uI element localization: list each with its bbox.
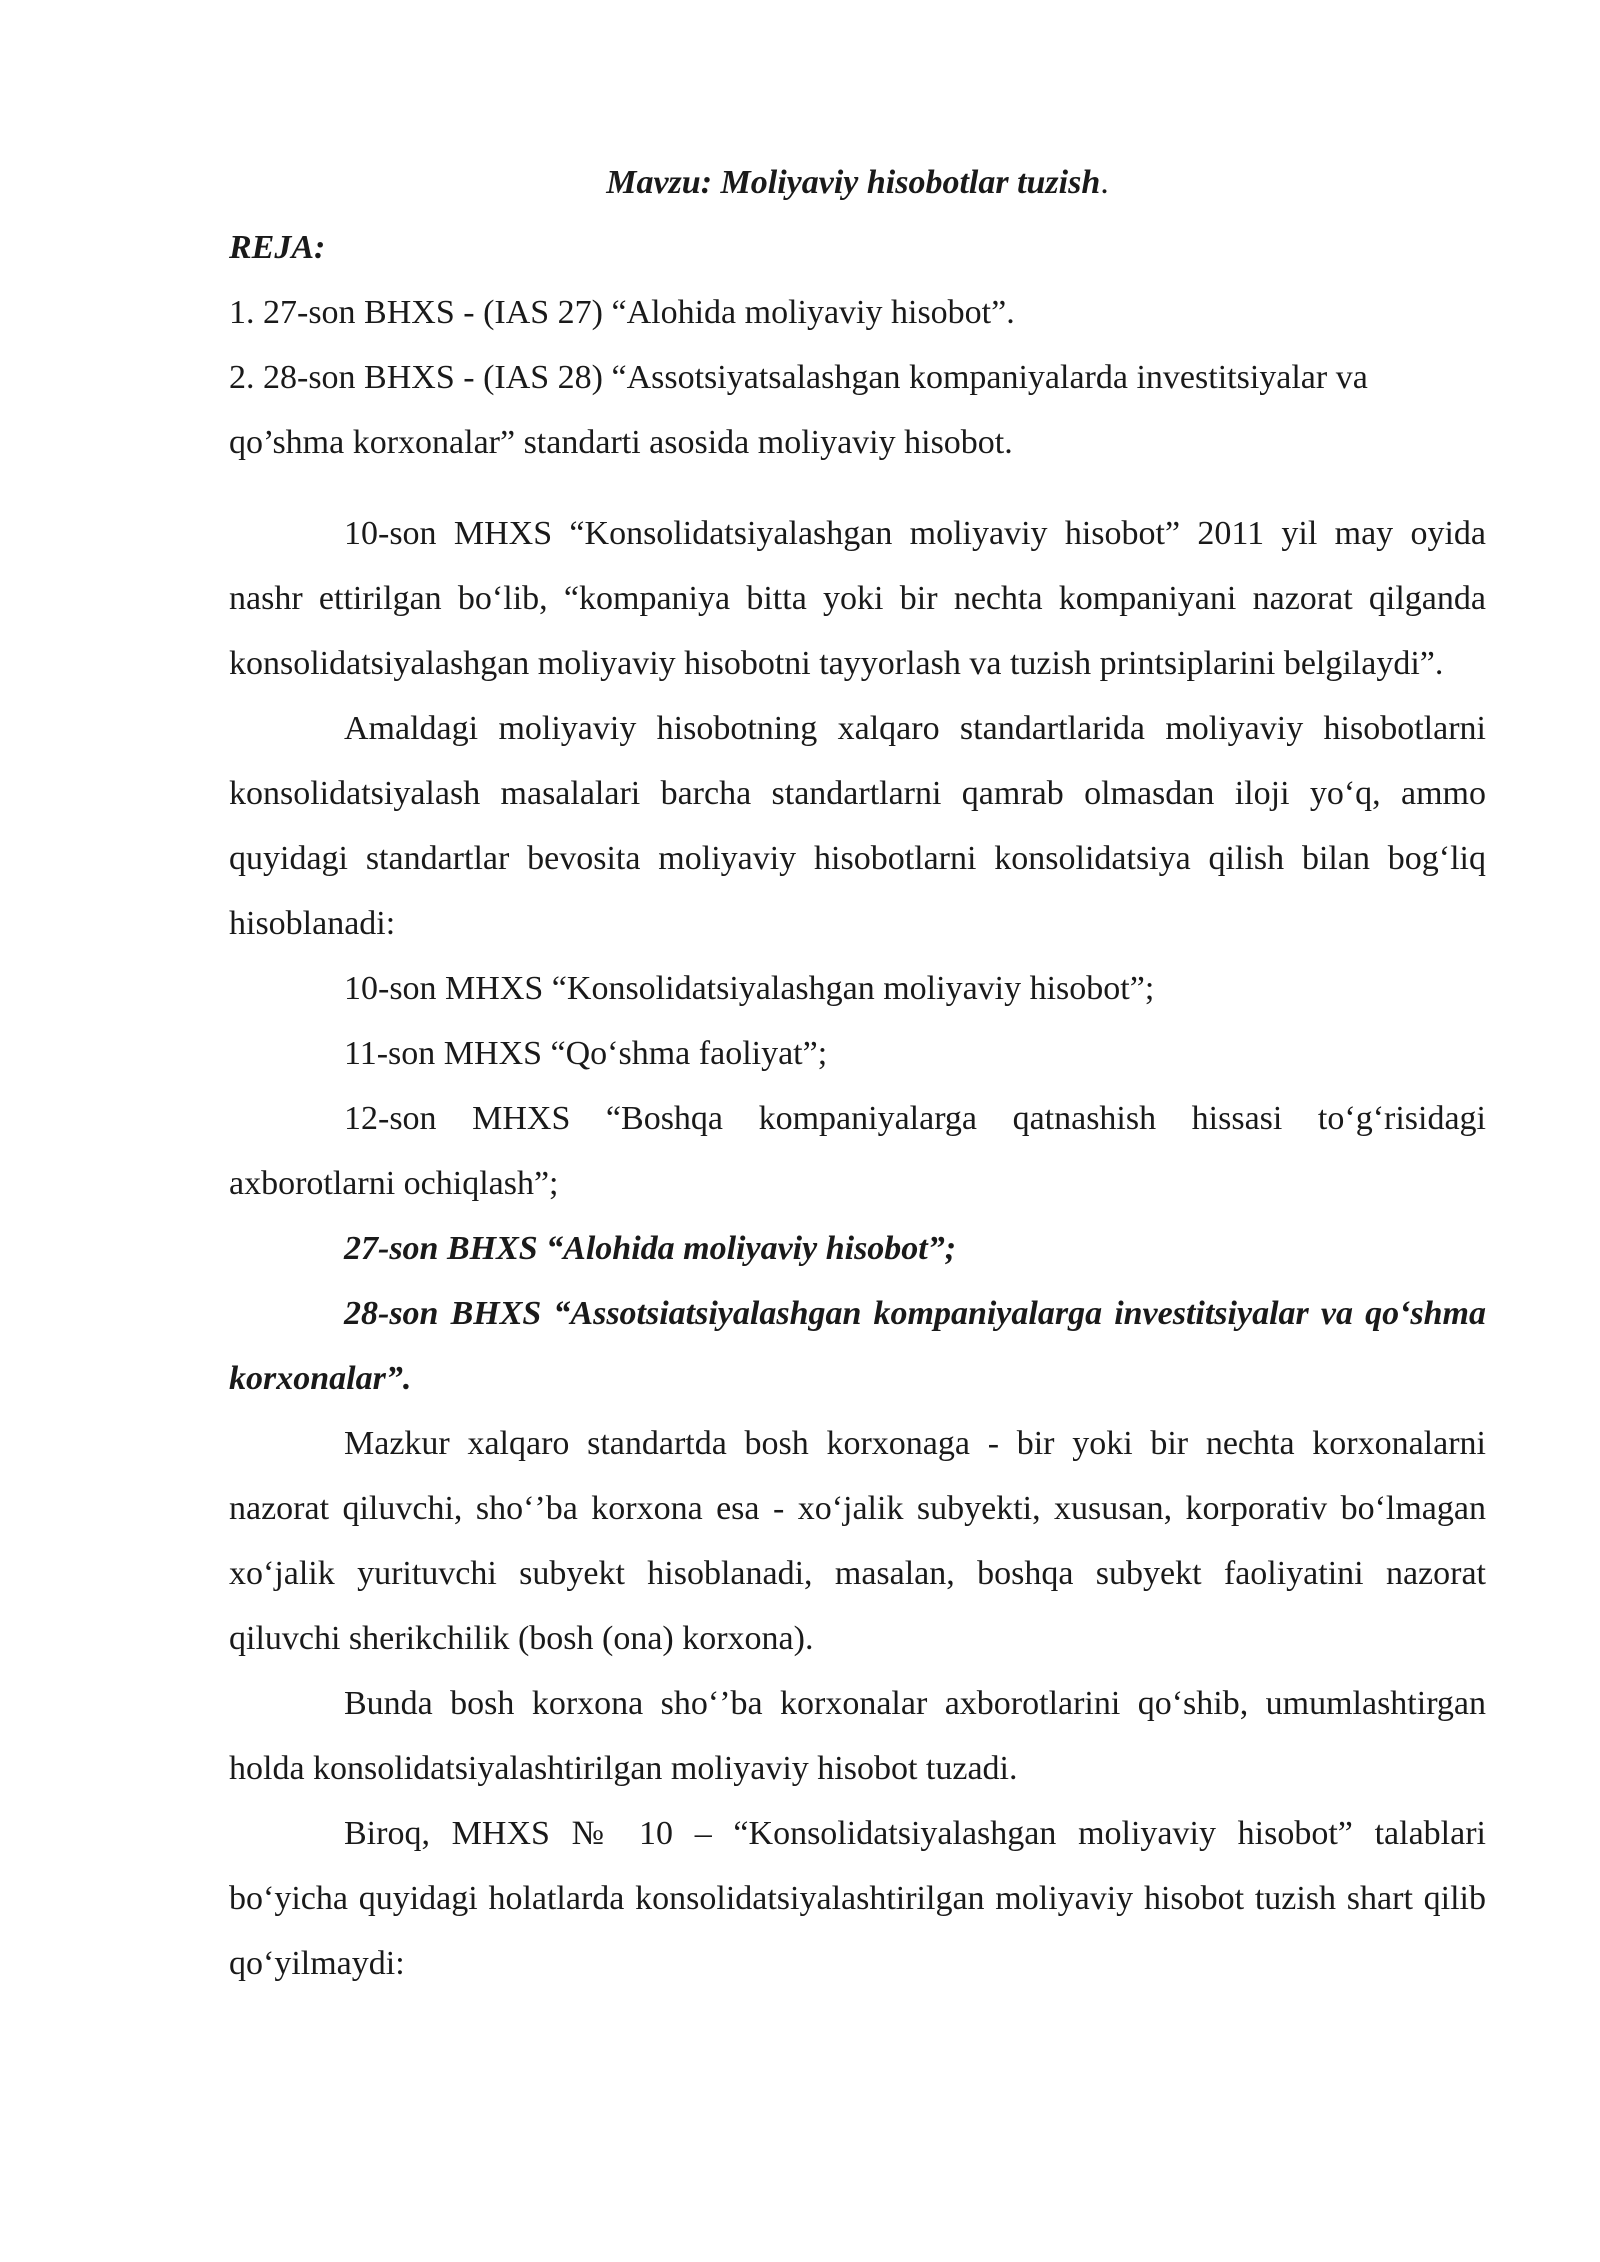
- title-period: .: [1100, 164, 1109, 201]
- plan-list: [229, 280, 1486, 475]
- standard-item-ifrs12: 12-son MHXS “Boshqa kompaniyalarga qatnashish hissasi to‘g‘risidagi axborotlarni ochiqlash”;: [229, 1100, 1486, 1202]
- plan-item-2: 2. 28-son BHXS - (IAS 28) “Assotsiyatsalashgan kompaniyalarda investitsiyalar va qo’shma korxonalar” standarti asosida moliyaviy hisobot.: [229, 359, 1368, 461]
- paragraph-ifrs10-intro: 10-son MHXS “Konsolidatsiyalashgan moliyaviy hisobot” 2011 yil may oyida nashr ettirilgan bo‘lib, “kompaniya bitta yoki bir nechta kompaniyani nazorat qilganda konsolidatsiyalashgan moliyaviy hisobotni tayyorlash va tuzish printsiplarini belgilaydi”.: [229, 515, 1486, 682]
- plan-heading: REJA:: [229, 229, 326, 266]
- standard-item-ias27: 27-son BHXS “Alohida moliyaviy hisobot”;: [344, 1230, 957, 1267]
- standard-item-ias28: 28-son BHXS “Assotsiatsiyalashgan kompaniyalarga investitsiyalar va qo‘shma korxonalar”.: [229, 1295, 1486, 1397]
- paragraph-standards-overview: Amaldagi moliyaviy hisobotning xalqaro standartlarida moliyaviy hisobotlarni konsolidatsiyalash masalalari barcha standartlarni qamrab olmasdan iloji yo‘q, ammo quyidagi standartlar bevosita moliyaviy hisobotlarni konsolidatsiya qilish bilan bog‘liq hisoblanadi:: [229, 710, 1486, 942]
- plan-item-1: 1. 27-son BHXS - (IAS 27) “Alohida moliyaviy hisobot”.: [229, 294, 1015, 331]
- title-text: Mavzu: Moliyaviy hisobotlar tuzish: [606, 164, 1101, 201]
- paragraph-consolidation: Bunda bosh korxona sho‘’ba korxonalar axborotlarini qo‘shib, umumlashtirgan holda konsolidatsiyalashtirilgan moliyaviy hisobot tuzadi.: [229, 1685, 1486, 1787]
- paragraph-parent-subsidiary: Mazkur xalqaro standartda bosh korxonaga - bir yoki bir nechta korxonalarni nazorat qiluvchi, sho‘’ba korxona esa - xo‘jalik subyekti, xususan, korporativ bo‘lmagan xo‘jalik yurituvchi subyekt hisoblanadi, masalan, boshqa subyekt faoliyatini nazorat qiluvchi sherikchilik (bosh (ona) korxona).: [229, 1425, 1486, 1657]
- standard-item-ifrs11: 11-son MHXS “Qo‘shma faoliyat”;: [344, 1035, 828, 1072]
- document-page: [229, 150, 1486, 1996]
- document-title: [229, 150, 1486, 215]
- standard-item-ifrs10: 10-son MHXS “Konsolidatsiyalashgan moliyaviy hisobot”;: [344, 970, 1155, 1007]
- paragraph-exemptions: Biroq, MHXS № 10 – “Konsolidatsiyalashgan moliyaviy hisobot” talablari bo‘yicha quyidagi holatlarda konsolidatsiyalashtirilgan moliyaviy hisobot tuzish shart qilib qo‘yilmaydi:: [229, 1815, 1486, 1982]
